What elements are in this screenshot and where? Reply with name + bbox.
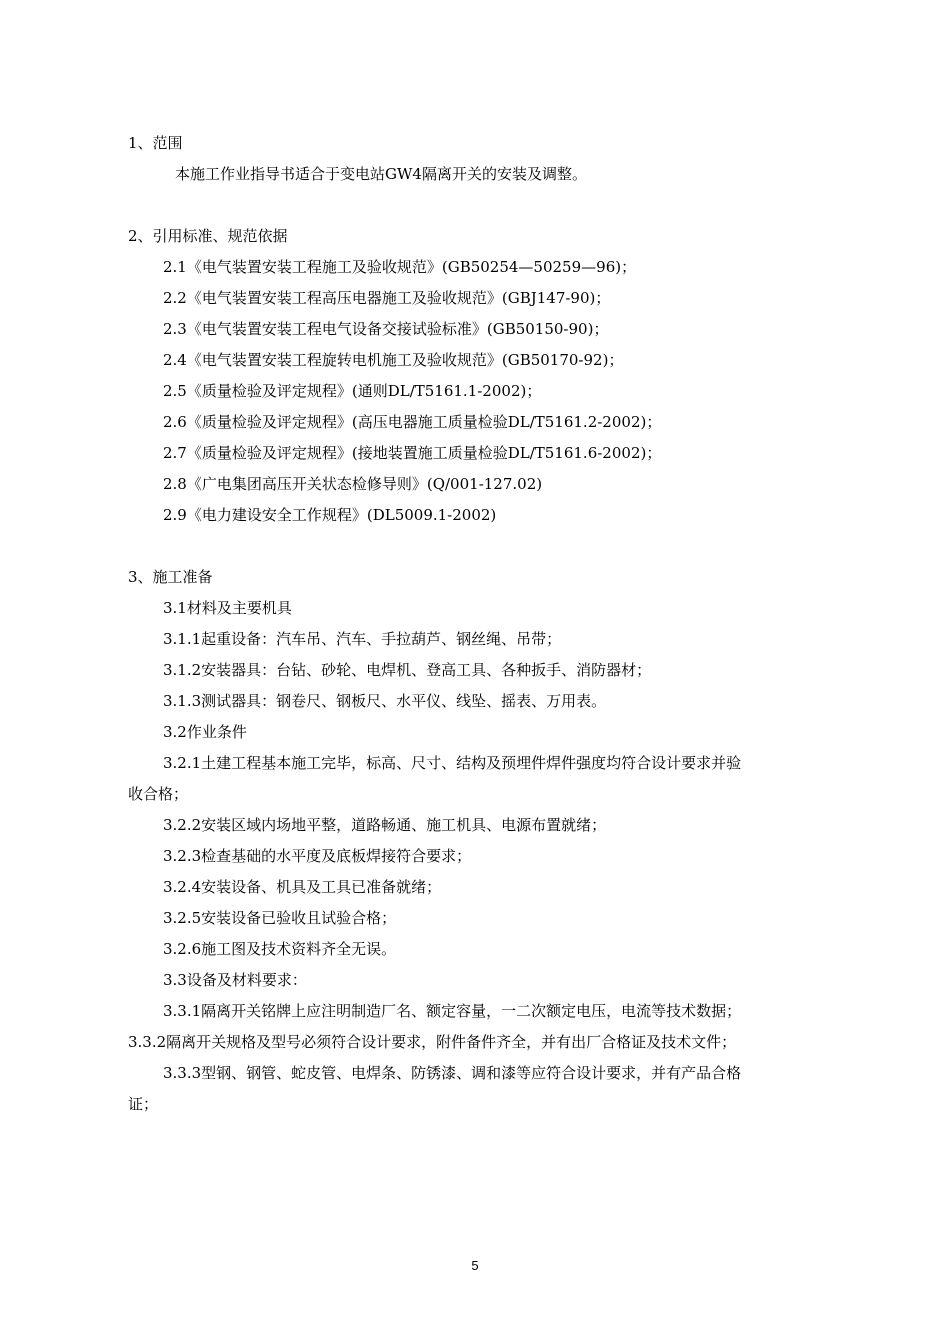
prep-item: 3.2.2安装区域内场地平整，道路畅通、施工机具、电源布置就绪； (163, 816, 607, 834)
reference-item: 2.5《质量检验及评定规程》(通则DL/T5161.1-2002)； (163, 382, 542, 400)
prep-item-continuation: 收合格； (128, 785, 189, 803)
prep-item: 3.1.1起重设备：汽车吊、汽车、手拉葫芦、钢丝绳、吊带； (163, 630, 562, 648)
reference-item: 2.9《电力建设安全工作规程》(DL5009.1-2002) (163, 506, 497, 524)
section-1-body: 本施工作业指导书适合于变电站GW4隔离开关的安装及调整。 (175, 165, 587, 183)
prep-item: 3.1.2安装器具：台钻、砂轮、电焊机、登高工具、各种扳手、消防器材； (163, 661, 652, 679)
prep-item: 3.3设备及材料要求： (163, 971, 307, 989)
prep-item: 3.1材料及主要机具 (163, 599, 292, 617)
section-3-heading: 3、施工准备 (128, 568, 213, 586)
prep-item: 3.2.4安装设备、机具及工具已准备就绪； (163, 878, 442, 896)
reference-item: 2.1《电气装置安装工程施工及验收规范》(GB50254—50259—96)； (163, 258, 637, 276)
prep-item: 3.1.3测试器具：钢卷尺、钢板尺、水平仪、线坠、摇表、万用表。 (163, 692, 607, 710)
reference-item: 2.7《质量检验及评定规程》(接地装置施工质量检验DL/T5161.6-2002)； (163, 444, 662, 462)
reference-item: 2.2《电气装置安装工程高压电器施工及验收规范》(GBJ147-90)； (163, 289, 611, 307)
reference-item: 2.6《质量检验及评定规程》(高压电器施工质量检验DL/T5161.2-2002)； (163, 413, 662, 431)
page-number: 5 (471, 1258, 479, 1273)
prep-item: 3.2.6施工图及技术资料齐全无误。 (163, 940, 397, 958)
prep-item: 3.3.1隔离开关铭牌上应注明制造厂名、额定容量，一二次额定电压，电流等技术数据； (163, 1002, 742, 1020)
prep-item: 3.2.5安装设备已验收且试验合格； (163, 909, 397, 927)
section-1-heading: 1、范围 (128, 134, 183, 152)
reference-item: 2.8《广电集团高压开关状态检修导则》(Q/001-127.02) (163, 475, 543, 493)
section-2-heading: 2、引用标准、规范依据 (128, 227, 288, 245)
prep-item: 3.2.1土建工程基本施工完毕，标高、尺寸、结构及预埋件焊件强度均符合设计要求并验 (163, 754, 742, 772)
prep-item-continuation: 证； (128, 1095, 159, 1113)
document-body (128, 128, 828, 1120)
prep-item: 3.2作业条件 (163, 723, 247, 741)
prep-item: 3.2.3检查基础的水平度及底板焊接符合要求； (163, 847, 472, 865)
reference-item: 2.3《电气装置安装工程电气设备交接试验标准》(GB50150-90)； (163, 320, 609, 338)
prep-item: 3.3.2隔离开关规格及型号必须符合设计要求，附件备件齐全，并有出厂合格证及技术文件； (128, 1033, 737, 1051)
prep-item: 3.3.3型钢、钢管、蛇皮管、电焊条、防锈漆、调和漆等应符合设计要求，并有产品合格 (163, 1064, 742, 1082)
reference-item: 2.4《电气装置安装工程旋转电机施工及验收规范》(GB50170-92)； (163, 351, 624, 369)
